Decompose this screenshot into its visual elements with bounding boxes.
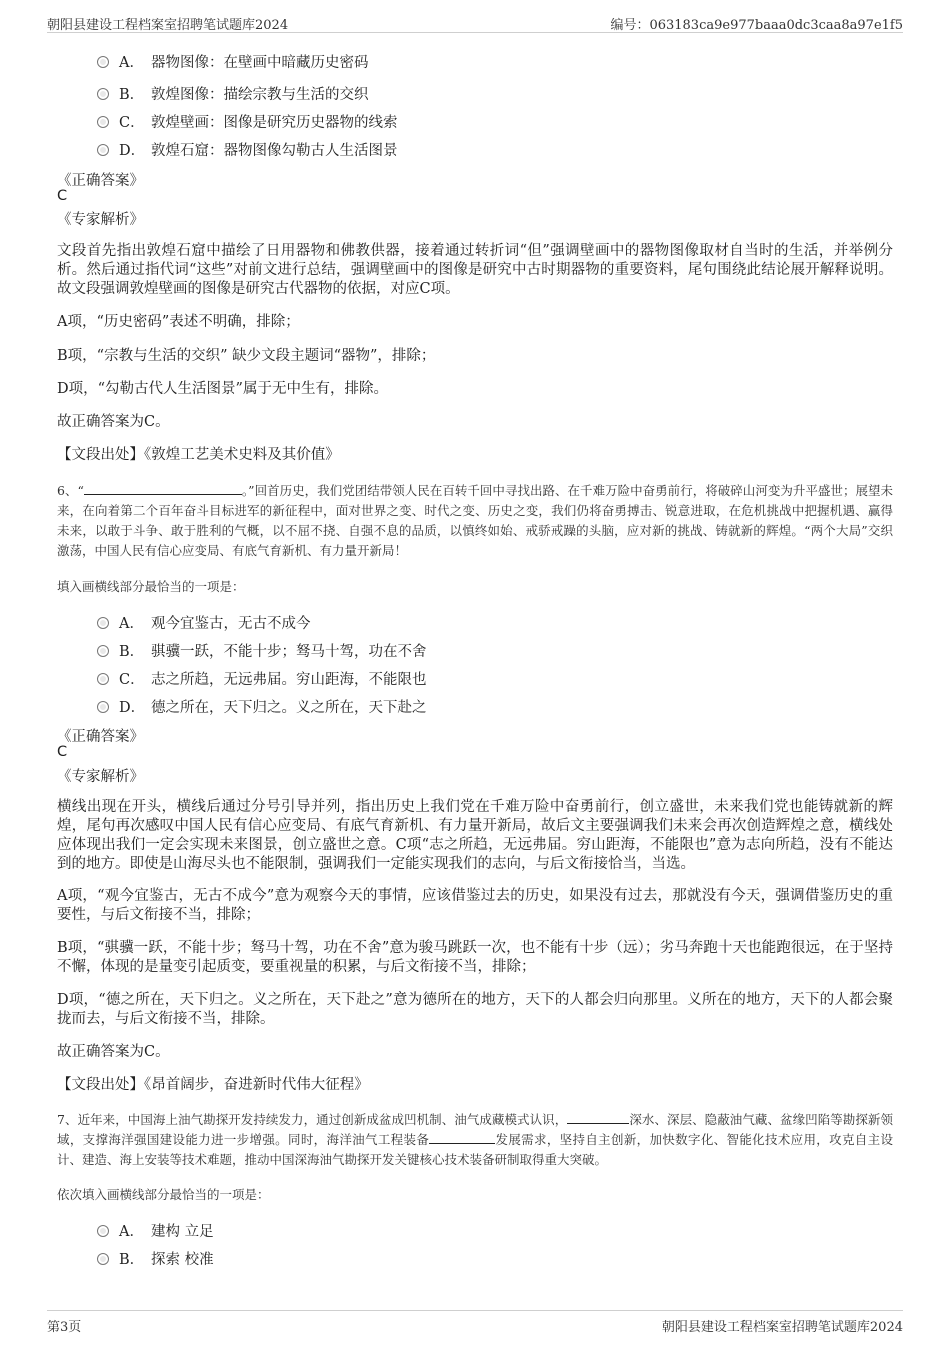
q6-analysis-label: 《专家解析》 xyxy=(57,769,144,785)
q6-option-a[interactable] xyxy=(97,612,311,633)
option-text: 观今宜鉴古，无古不成今 xyxy=(151,616,311,632)
q6-note-a: A项，“观今宜鉴古，无古不成今”意为观察今天的事情，应该借鉴过去的历史，如果没有过去，那就没有今天，强调借鉴历史的重要性，与后文衔接不当，排除； xyxy=(57,888,893,923)
q6-source: 【文段出处】《昂首阔步，奋进新时代伟大征程》 xyxy=(57,1077,369,1093)
option-letter: A． xyxy=(119,1224,144,1240)
q6-note-d: D项，“德之所在，天下归之。义之所在，天下赴之”意为德所在的地方，天下的人都会归向那里。义所在的地方，天下的人都会聚拢而去，与后文衔接不当，排除。 xyxy=(57,992,893,1027)
q6-note-b: B项，“骐骥一跃，不能十步；驽马十驾，功在不舍”意为骏马跳跃一次，也不能有十步（远）；劣马奔跑十天也能跑很远，在于坚持不懈，体现的是量变引起质变，要重视量的积累，与后文衔接不当，排除； xyxy=(57,940,893,975)
q7-stem-part1: 7、近年来，中国海上油气勘探开发持续发力，通过创新成盆成凹机制、油气成藏模式认识， xyxy=(57,1112,568,1127)
q7-instruction: 依次填入画横线部分最恰当的一项是： xyxy=(57,1187,270,1202)
radio-icon[interactable] xyxy=(97,56,109,68)
option-letter: D． xyxy=(119,700,146,716)
option-text: 建构 立足 xyxy=(151,1224,214,1240)
option-text: 探索 校准 xyxy=(151,1252,214,1268)
option-letter: C． xyxy=(119,672,145,688)
q5-note-d: D项，“勾勒古代人生活图景”属于无中生有，排除。 xyxy=(57,381,388,397)
document-id: 编号：063183ca9e977baaa0dc3caa8a97e1f5 xyxy=(610,18,903,33)
q7-stem-part2: 深水、深层、隐蔽油气藏、盆缘凹陷等勘探新领域，支撑海洋强国建设能力进一步增强。同时，海洋油气工程装备 xyxy=(57,1112,893,1147)
q5-analysis: 文段首先指出敦煌石窟中描绘了日用器物和佛教供器，接着通过转折词“但”强调壁画中的器物图像取材自当时的生活，并举例分析。然后通过指代词“这些”对前文进行总结，强调壁画中的图像是研究中古时期器物的重要资料，尾句围绕此结论展开解释说明。故文段强调敦煌壁画的图像是研究古代器物的依据，对应C项。 xyxy=(57,243,893,297)
radio-icon[interactable] xyxy=(97,673,109,685)
q6-stem xyxy=(57,481,893,561)
option-text: 敦煌壁画：图像是研究历史器物的线索 xyxy=(151,115,398,131)
option-letter: D． xyxy=(119,143,146,159)
option-letter: B． xyxy=(119,1252,145,1268)
q6-option-c[interactable] xyxy=(97,668,427,689)
option-letter: A． xyxy=(119,55,144,71)
option-letter: C． xyxy=(119,115,145,131)
q7-option-a[interactable] xyxy=(97,1220,214,1241)
header-title: 朝阳县建设工程档案室招聘笔试题库2024 xyxy=(47,18,289,33)
q5-option-b[interactable] xyxy=(97,83,369,104)
q7-stem-part3: 发展需求，坚持自主创新，加快数字化、智能化技术应用，攻克自主设计、建造、海上安装等技术难题，推动中国深海油气勘探开发关键核心技术装备研制取得重大突破。 xyxy=(57,1132,893,1167)
q5-source: 【文段出处】《敦煌工艺美术史料及其价值》 xyxy=(57,447,340,463)
page-number: 第3页 xyxy=(47,1320,82,1335)
option-text: 敦煌图像：描绘宗教与生活的交织 xyxy=(151,87,369,103)
radio-icon[interactable] xyxy=(97,701,109,713)
radio-icon[interactable] xyxy=(97,88,109,100)
radio-icon[interactable] xyxy=(97,617,109,629)
option-text: 骐骥一跃，不能十步；驽马十驾，功在不舍 xyxy=(151,644,427,660)
q5-answer-label: 《正确答案》 xyxy=(57,173,144,189)
q5-note-b: B项，“宗教与生活的交织” 缺少文段主题词“器物”，排除； xyxy=(57,348,436,364)
q7-option-b[interactable] xyxy=(97,1248,214,1269)
radio-icon[interactable] xyxy=(97,144,109,156)
page-header xyxy=(47,10,903,33)
q6-answer-label: 《正确答案》 xyxy=(57,729,144,745)
option-text: 器物图像：在壁画中暗藏历史密码 xyxy=(151,55,369,71)
q6-stem-text: 。”回首历史，我们党团结带领人民在百转千回中寻找出路、在千难万险中奋勇前行，将破碎山河变为升平盛世；展望未来，在向着第二个百年奋斗目标进军的新征程中，面对世界之变、时代之变、历史之变，我们仍将奋勇搏击、锐意进取，在危机挑战中把握机遇、赢得未来，以敢于斗争、敢于胜利的气概，以不屈不挠、自强不息的品质，以慎终如始、戒骄戒躁的头脑，应对新的挑战、铸就新的辉煌。“两个大局”交织激荡，中国人民有信心应变局、有底气育新机、有力量开新局！ xyxy=(57,483,893,558)
q6-analysis: 横线出现在开头，横线后通过分号引导并列，指出历史上我们党在千难万险中奋勇前行，创立盛世，未来我们党也能铸就新的辉煌，尾句再次感叹中国人民有信心应变局、有底气育新机、有力量开新局，故后文主要强调我们未来会再次创造辉煌之意，横线处应体现出我们一定会实现未来图景，创立盛世之意。C项“志之所趋，无远弗届。穷山距海，不能限也”意为志向所趋，没有不能达到的地方。即使是山海尽头也不能限制，强调我们一定能实现我们的志向，与后文衔接恰当，当选。 xyxy=(57,799,893,872)
q5-analysis-label: 《专家解析》 xyxy=(57,212,144,228)
option-text: 德之所在，天下归之。义之所在，天下赴之 xyxy=(151,700,427,716)
q6-option-b[interactable] xyxy=(97,640,427,661)
q5-answer: C xyxy=(57,188,68,204)
q5-option-d[interactable] xyxy=(97,139,398,160)
q6-instruction: 填入画横线部分最恰当的一项是： xyxy=(57,579,245,594)
q7-stem xyxy=(57,1110,893,1170)
q5-note-a: A项，“历史密码”表述不明确，排除； xyxy=(57,314,300,330)
option-text: 敦煌石窟：器物图像勾勒古人生活图景 xyxy=(151,143,398,159)
option-text: 志之所趋，无远弗届。穷山距海，不能限也 xyxy=(151,672,427,688)
q6-answer: C xyxy=(57,744,68,760)
fill-blank-2 xyxy=(429,1130,495,1144)
radio-icon[interactable] xyxy=(97,1225,109,1237)
option-letter: B． xyxy=(119,87,145,103)
q5-option-a[interactable] xyxy=(97,51,369,72)
radio-icon[interactable] xyxy=(97,645,109,657)
page-footer xyxy=(47,1310,903,1337)
radio-icon[interactable] xyxy=(97,1253,109,1265)
fill-blank-1 xyxy=(567,1110,629,1124)
q6-conclusion: 故正确答案为C。 xyxy=(57,1044,170,1060)
q6-option-d[interactable] xyxy=(97,696,427,717)
q5-option-c[interactable] xyxy=(97,111,398,132)
q6-number: 6、“ xyxy=(57,483,84,498)
q5-conclusion: 故正确答案为C。 xyxy=(57,414,170,430)
footer-title: 朝阳县建设工程档案室招聘笔试题库2024 xyxy=(661,1320,903,1335)
option-letter: B． xyxy=(119,644,145,660)
fill-blank xyxy=(84,481,242,495)
option-letter: A． xyxy=(119,616,144,632)
radio-icon[interactable] xyxy=(97,116,109,128)
